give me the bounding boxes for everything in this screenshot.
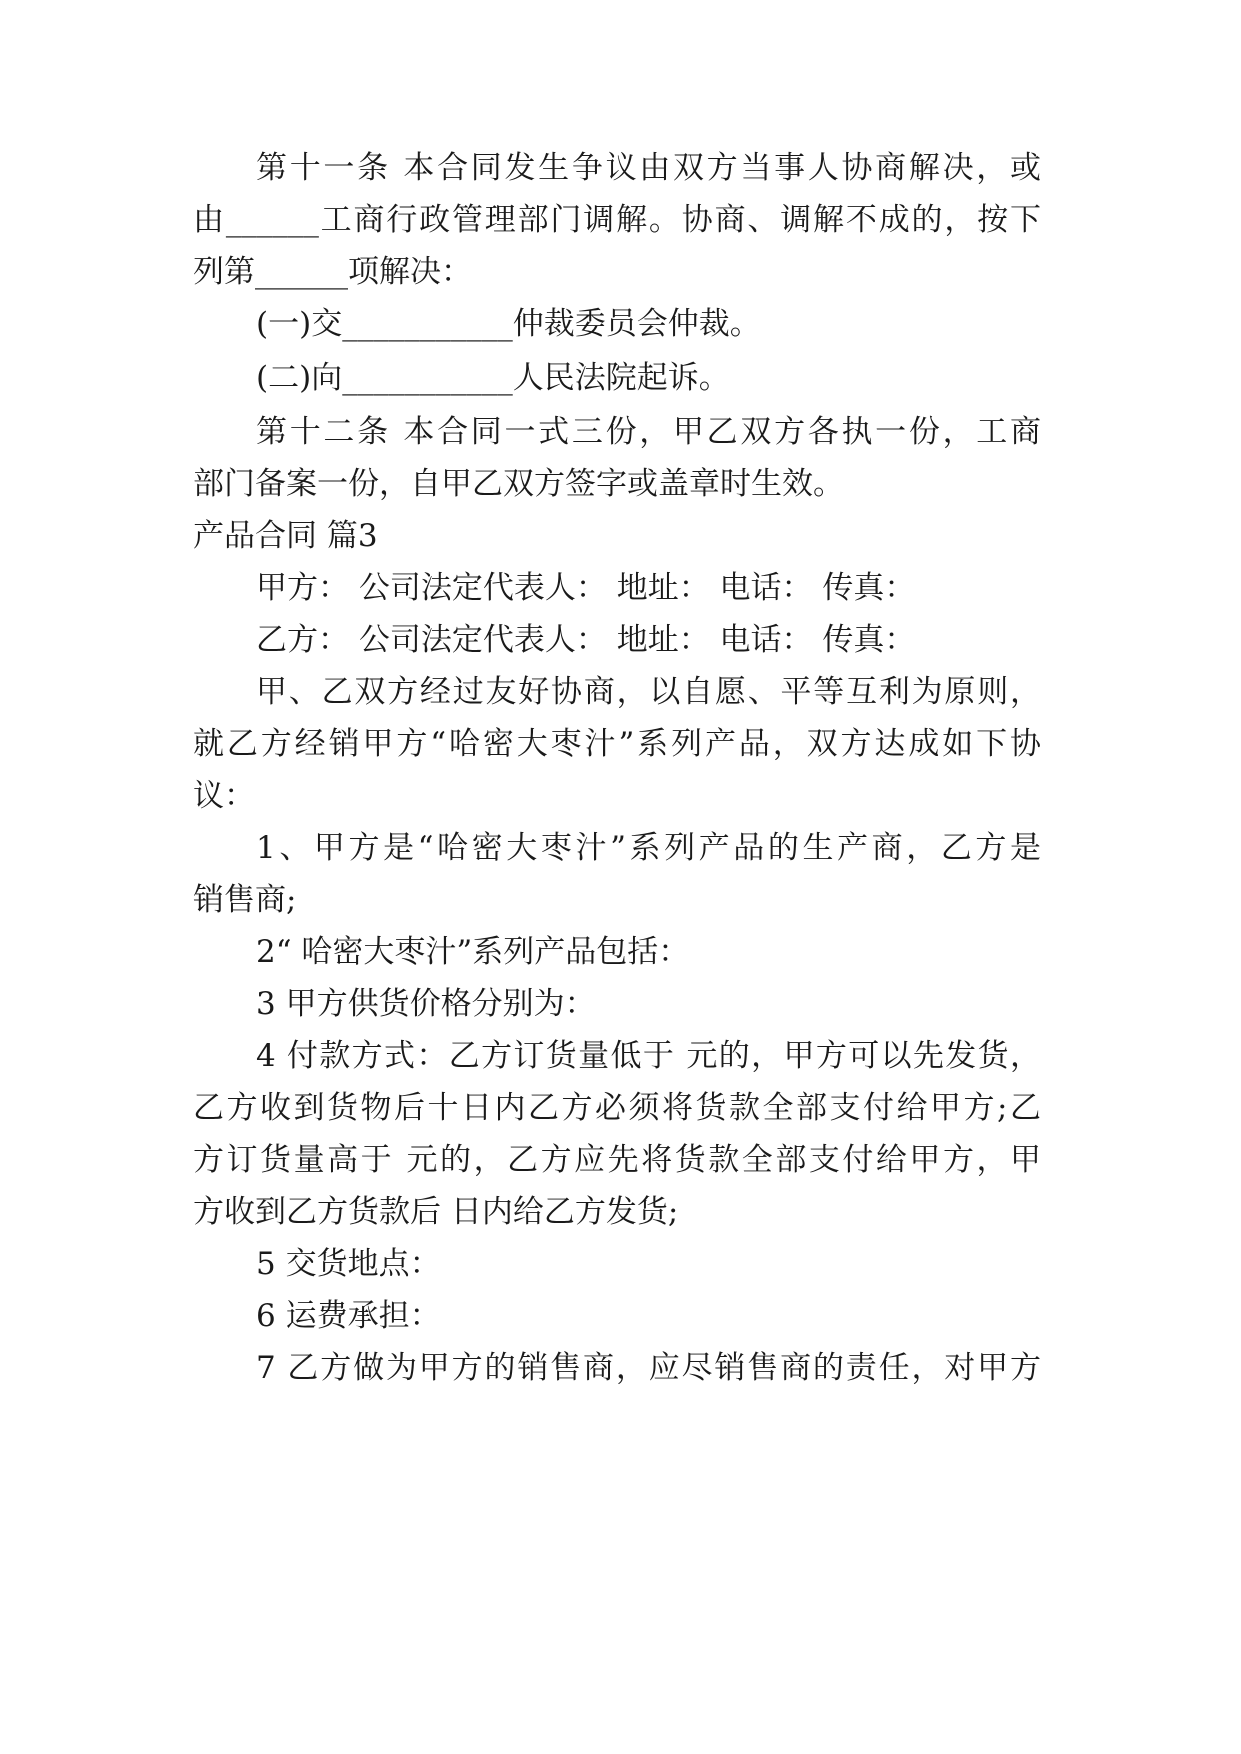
section-heading: 产品合同 篇3 — [193, 518, 378, 554]
clause-12-line-2: 部门备案一份，自甲乙双方签字或盖章时生效。 — [193, 466, 844, 502]
item-1-line-1: 1、甲方是“哈密大枣汁”系列产品的生产商，乙方是 — [256, 830, 1041, 866]
item-7-line-1: 7 乙方做为甲方的销售商，应尽销售商的责任，对甲方 — [256, 1350, 1041, 1386]
item-5-line: 5 交货地点： — [256, 1246, 441, 1282]
preamble-line-2: 就乙方经销甲方“哈密大枣汁”系列产品，双方达成如下协 — [193, 726, 1041, 762]
clause-12-line-1: 第十二条 本合同一式三份，甲乙双方各执一份，工商 — [256, 414, 1041, 450]
party-a-line: 甲方： 公司法定代表人： 地址： 电话： 传真： — [256, 570, 916, 606]
item-4-line-2: 乙方收到货物后十日内乙方必须将货款全部支付给甲方;乙 — [193, 1090, 1041, 1126]
item-4-line-3: 方订货量高于 元的，乙方应先将货款全部支付给甲方，甲 — [193, 1142, 1041, 1178]
item-6-line: 6 运费承担： — [256, 1298, 441, 1334]
clause-11-line-2: 由______工商行政管理部门调解。协商、调解不成的，按下 — [193, 202, 1041, 238]
item-1-line-2: 销售商; — [193, 882, 297, 918]
item-3-line: 3 甲方供货价格分别为： — [256, 986, 596, 1022]
item-4-line-1: 4 付款方式：乙方订货量低于 元的，甲方可以先发货， — [256, 1038, 1041, 1074]
clause-11-option-1: (一)交___________仲裁委员会仲裁。 — [256, 306, 761, 342]
item-2-line: 2“ 哈密大枣汁”系列产品包括： — [256, 934, 690, 970]
clause-11-line-3: 列第______项解决： — [193, 254, 472, 290]
party-b-line: 乙方： 公司法定代表人： 地址： 电话： 传真： — [256, 622, 916, 658]
item-4-line-4: 方收到乙方货款后 日内给乙方发货; — [193, 1194, 679, 1230]
preamble-line-1: 甲、乙双方经过友好协商，以自愿、平等互利为原则， — [256, 674, 1041, 710]
clause-11-line-1: 第十一条 本合同发生争议由双方当事人协商解决，或 — [256, 150, 1041, 186]
clause-11-option-2: (二)向___________人民法院起诉。 — [256, 360, 730, 396]
preamble-line-3: 议： — [193, 778, 255, 814]
